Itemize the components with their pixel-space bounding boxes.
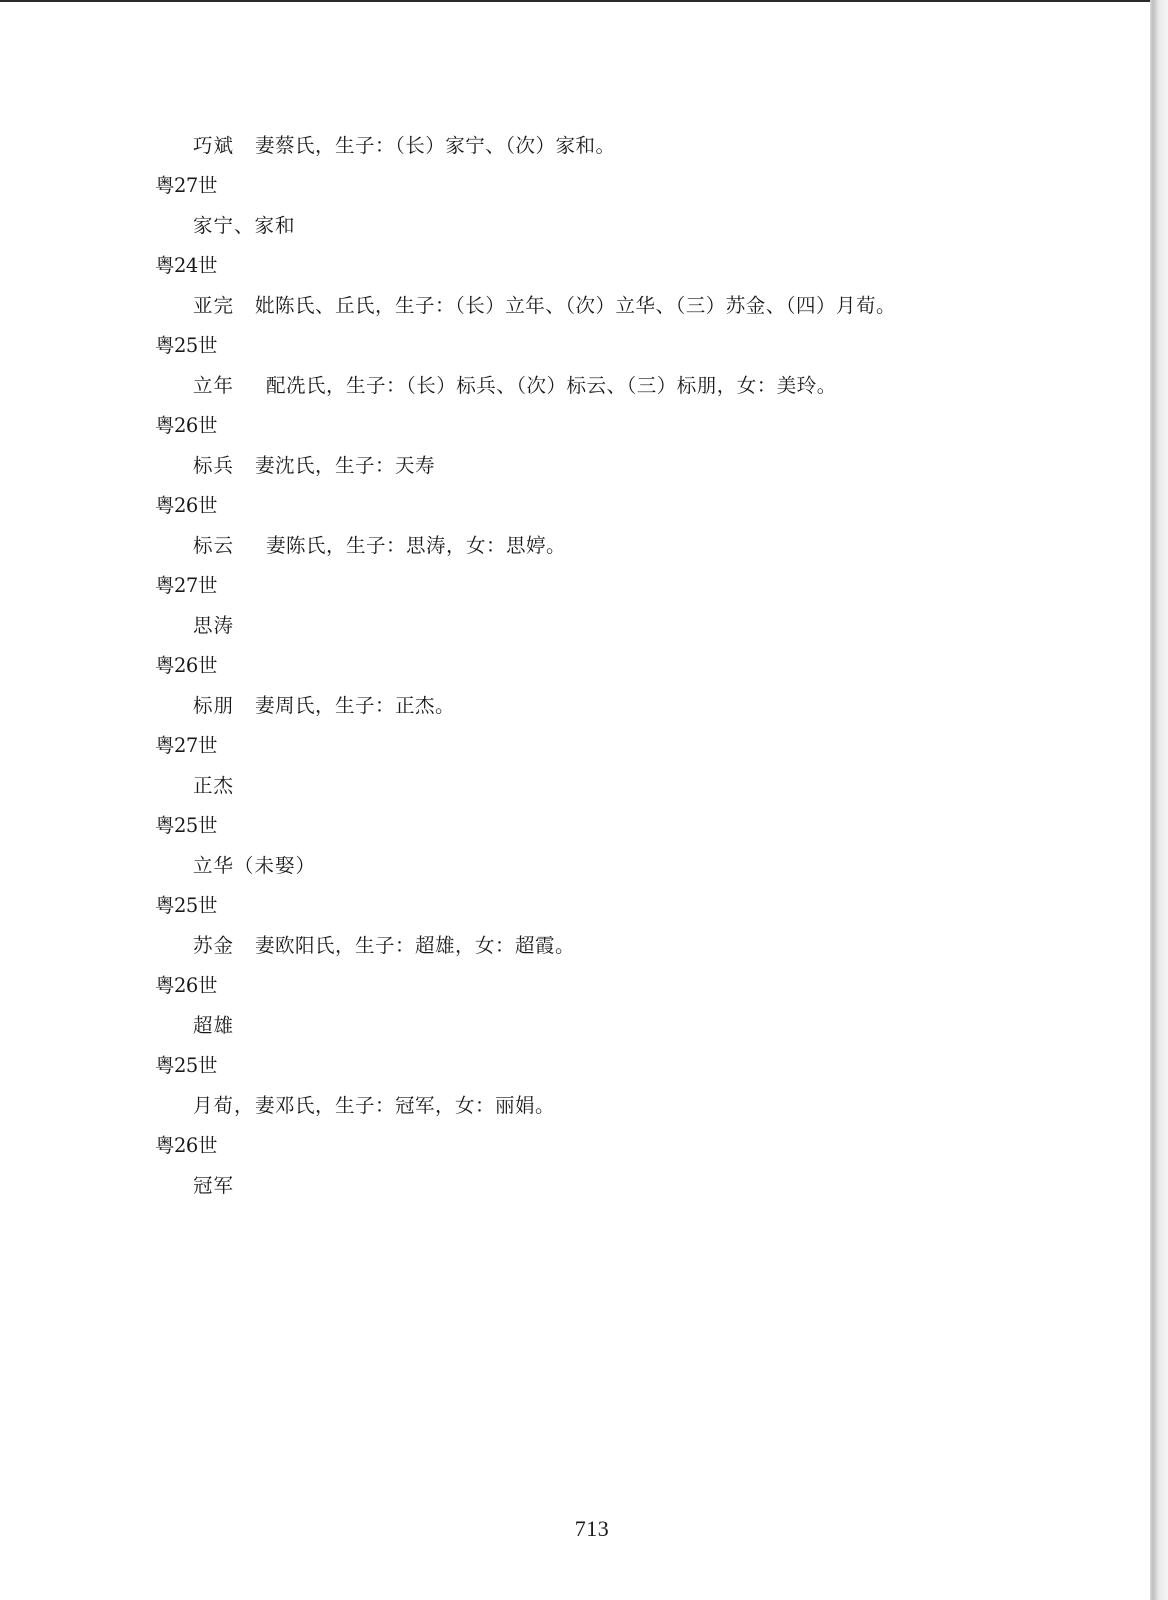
generation-label: 粤24世 <box>155 254 217 277</box>
generation-label: 粤26世 <box>155 1134 217 1157</box>
person-entry <box>0 206 1140 246</box>
generation-label: 粤27世 <box>155 734 217 757</box>
person-name: 思涛 <box>193 614 235 637</box>
person-entry <box>0 1006 1140 1046</box>
person-name: 超雄 <box>193 1014 235 1037</box>
person-name: 正杰 <box>193 774 235 797</box>
person-name: 标兵 <box>193 454 235 477</box>
person-entry <box>0 926 1140 966</box>
generation-label: 粤26世 <box>155 654 217 677</box>
person-detail: 妻周氏，生子：正杰。 <box>255 694 456 717</box>
person-name: 苏金 <box>193 934 235 957</box>
person-detail: 妻蔡氏，生子：（长）家宁、（次）家和。 <box>255 134 616 157</box>
person-name: 冠军 <box>193 1174 235 1197</box>
person-name: 月荀， <box>193 1094 255 1117</box>
scan-top-edge <box>0 0 1150 2</box>
person-name: 家宁、家和 <box>193 214 296 237</box>
person-entry <box>0 1086 1140 1126</box>
person-entry <box>0 126 1140 166</box>
person-entry <box>0 846 1140 886</box>
person-entry <box>0 1166 1140 1206</box>
scan-right-edge <box>1150 0 1168 1600</box>
page-number: 713 <box>574 1516 610 1541</box>
generation-label: 粤26世 <box>155 414 217 437</box>
genealogy-entries <box>0 126 1140 1206</box>
person-detail: 妻邓氏，生子：冠军，女：丽娟。 <box>255 1094 556 1117</box>
generation-label: 粤25世 <box>155 814 217 837</box>
person-entry <box>0 686 1140 726</box>
generation-label: 粤27世 <box>155 174 217 197</box>
person-entry <box>0 526 1140 566</box>
person-name: 标云 <box>193 534 235 557</box>
person-name: 亚完 <box>193 294 235 317</box>
person-detail: 妣陈氏、丘氏，生子：（长）立年、（次）立华、（三）苏金、（四）月荀。 <box>255 294 897 317</box>
person-detail: 妻陈氏，生子：思涛，女：思婷。 <box>266 534 567 557</box>
person-name: 标朋 <box>193 694 235 717</box>
person-entry <box>0 766 1140 806</box>
generation-label: 粤25世 <box>155 894 217 917</box>
person-name: 立年 <box>193 374 235 397</box>
person-entry <box>0 606 1140 646</box>
generation-label: 粤25世 <box>155 1054 217 1077</box>
person-entry <box>0 366 1140 406</box>
person-name: 立华（未娶） <box>193 854 317 877</box>
person-name: 巧斌 <box>193 134 235 157</box>
generation-label: 粤25世 <box>155 334 217 357</box>
generation-label: 粤26世 <box>155 494 217 517</box>
person-detail: 妻沈氏，生子：天寿 <box>255 454 436 477</box>
person-entry <box>0 446 1140 486</box>
person-detail: 配冼氏，生子：（长）标兵、（次）标云、（三）标朋，女：美玲。 <box>266 374 837 397</box>
person-detail: 妻欧阳氏，生子：超雄，女：超霞。 <box>255 934 576 957</box>
generation-label: 粤26世 <box>155 974 217 997</box>
person-entry <box>0 286 1140 326</box>
generation-label: 粤27世 <box>155 574 217 597</box>
